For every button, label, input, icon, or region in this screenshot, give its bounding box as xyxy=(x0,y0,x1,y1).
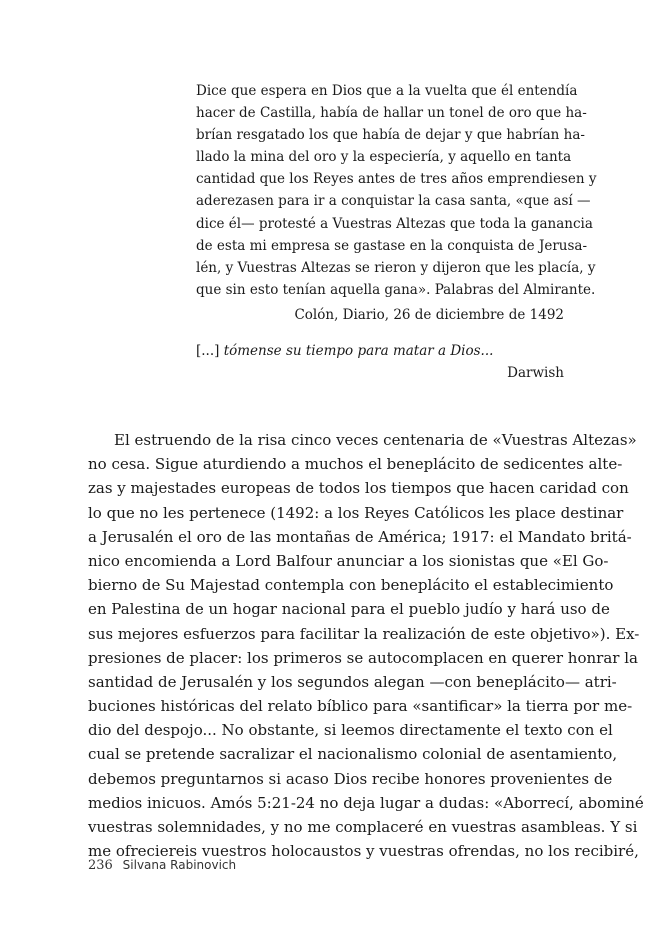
epigraph-italic-text: tómense su tiempo para matar a Dios... xyxy=(223,343,494,359)
body-line: presiones de placer: los primeros se autocomplacen en querer honrar la xyxy=(88,648,638,667)
body-line: lo que no les pertenece (1492: a los Reyes Católicos les place destinar xyxy=(88,503,624,522)
epigraph-line: cantidad que los Reyes antes de tres años emprendiesen y xyxy=(196,171,597,188)
epigraph-line: que sin esto tenían aquella gana». Palabras del Almirante. xyxy=(196,281,596,298)
epigraph-line: brían resgatado los que había de dejar y que habrían ha- xyxy=(196,127,585,144)
body-line: buciones históricas del relato bíblico para «santificar» la tierra por me- xyxy=(88,697,633,716)
body-paragraph xyxy=(88,428,644,863)
body-line: no cesa. Sigue aturdiendo a muchos el beneplácito de sedicentes alte- xyxy=(88,455,623,474)
epigraph-colon xyxy=(196,80,597,326)
body-line: medios inicuos. Amós 5:21-24 no deja lugar a dudas: «Aborrecí, abominé xyxy=(88,793,644,812)
epigraph-line: hacer de Castilla, había de hallar un tonel de oro que ha- xyxy=(196,105,587,122)
body-line: nico encomienda a Lord Balfour anunciar a los sionistas que «El Go- xyxy=(88,551,609,570)
page-footer xyxy=(88,858,236,873)
body-line: a Jerusalén el oro de las montañas de América; 1917: el Mandato britá- xyxy=(88,527,632,546)
body-line: vuestras solemnidades, y no me complaceré en vuestras asambleas. Y si xyxy=(88,818,638,836)
body-line: zas y majestades europeas de todos los tiempos que hacen caridad con xyxy=(88,479,629,498)
epigraph-line: aderezasen para ir a conquistar la casa santa, «que así — xyxy=(196,193,591,210)
epigraph-darwish xyxy=(196,340,564,384)
epigraph-quote xyxy=(196,340,564,362)
body-line: debemos preguntarnos si acaso Dios recibe honores provenientes de xyxy=(88,769,613,788)
epigraph-ellipsis: [...] xyxy=(196,343,224,359)
epigraph-line: de esta mi empresa se gastase en la conquista de Jerusa- xyxy=(196,237,588,254)
epigraph-line: lén, y Vuestras Altezas se rieron y dijeron que les placía, y xyxy=(196,259,596,276)
body-line: me ofreciereis vuestros holocaustos y vuestras ofrendas, no los recibiré, xyxy=(88,842,639,861)
body-line: en Palestina de un hogar nacional para el pueblo judío y hará uso de xyxy=(88,600,610,619)
body-line: dio del despojo... No obstante, si leemos directamente el texto con el xyxy=(88,721,613,740)
body-line: bierno de Su Majestad contempla con beneplácito el establecimiento xyxy=(88,576,614,595)
body-line: cual se pretende sacralizar el nacionalismo colonial de asentamiento, xyxy=(88,745,618,764)
body-line: El estruendo de la risa cinco veces centenaria de «Vuestras Altezas» xyxy=(114,431,637,449)
page-number: 236 xyxy=(88,858,113,873)
body-line: santidad de Jerusalén y los segundos alegan —con beneplácito— atri- xyxy=(88,672,617,691)
epigraph-line: llado la mina del oro y la especiería, y aquello en tanta xyxy=(196,149,572,166)
running-author: Silvana Rabinovich xyxy=(122,858,237,872)
epigraph-attribution: Colón, Diario, 26 de diciembre de 1492 xyxy=(294,306,564,323)
epigraph-line: dice él— protesté a Vuestras Altezas que toda la ganancia xyxy=(196,215,593,232)
epigraph-line: Dice que espera en Dios que a la vuelta que él entendía xyxy=(196,83,578,99)
body-line: sus mejores esfuerzos para facilitar la realización de este objetivo»). Ex- xyxy=(88,624,640,643)
epigraph-attribution: Darwish xyxy=(507,365,564,381)
